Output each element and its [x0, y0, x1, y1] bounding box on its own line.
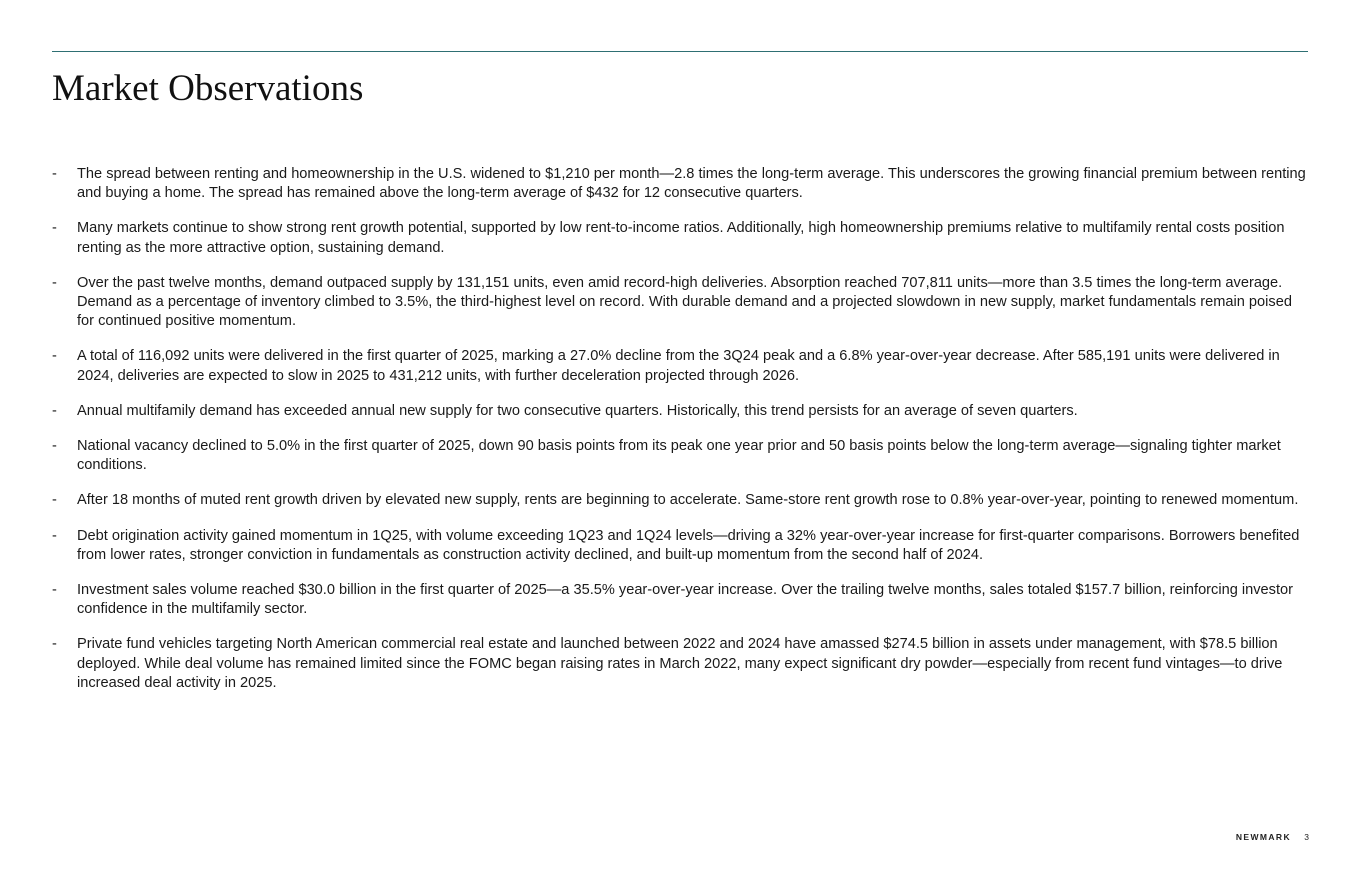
- list-item-text: Private fund vehicles targeting North American commercial real estate and launched between 2022 and 2024 have amassed $274.5 billion in assets under management, with $78.5 billion deployed. While deal volume has remained limited since the FOMC began raising rates in March 2022, many expect significant dry powder—especially from recent fund vintages—to drive increased deal activity in 2025.: [77, 636, 1283, 691]
- list-item: [52, 165, 1310, 203]
- list-item-text: The spread between renting and homeownership in the U.S. widened to $1,210 per month—2.8 times the long-term average. This underscores the growing financial premium between renting and buying a home. The spread has remained above the long-term average of $432 for 12 consecutive quarters.: [77, 166, 1306, 202]
- list-item-text: National vacancy declined to 5.0% in the first quarter of 2025, down 90 basis points from its peak one year prior and 50 basis points below the long-term average—signaling tighter market conditions.: [77, 438, 1281, 474]
- list-item: [52, 527, 1310, 565]
- list-item: [52, 402, 1310, 421]
- bullet-marker: -: [52, 492, 57, 509]
- header-rule: [52, 51, 1308, 52]
- list-item: [52, 437, 1310, 475]
- bullet-marker: -: [52, 274, 57, 291]
- page-title: Market Observations: [52, 68, 364, 109]
- bullet-marker: -: [52, 166, 57, 182]
- observations-list: [52, 165, 1310, 709]
- bullet-marker: -: [52, 438, 57, 455]
- bullet-marker: -: [52, 527, 57, 544]
- list-item-text: Many markets continue to show strong rent growth potential, supported by low rent-to-income ratios. Additionally, high homeownership premiums relative to multifamily rental costs position renting as the more attractive option, sustaining demand.: [77, 220, 1285, 256]
- list-item-text: Over the past twelve months, demand outpaced supply by 131,151 units, even amid record-high deliveries. Absorption reached 707,811 units—more than 3.5 times the long-term average. Demand as a percentage of inventory climbed to 3.5%, the third-highest level on record. With durable demand and a projected slowdown in new supply, market fundamentals remain poised for continued positive momentum.: [77, 274, 1292, 330]
- bullet-marker: -: [52, 636, 57, 653]
- list-item-text: Investment sales volume reached $30.0 billion in the first quarter of 2025—a 35.5% year-over-year increase. Over the trailing twelve months, sales totaled $157.7 billion, reinforcing investor confidence in the multifamily sector.: [77, 582, 1293, 618]
- bullet-marker: -: [52, 402, 57, 419]
- list-item: [52, 347, 1310, 385]
- list-item-text: Debt origination activity gained momentum in 1Q25, with volume exceeding 1Q23 and 1Q24 levels—driving a 32% year-over-year increase for first-quarter comparisons. Borrowers benefited from lower rates, stronger conviction in fundamentals as construction activity declined, and built-up momentum from the second half of 2024.: [77, 527, 1300, 563]
- list-item: [52, 635, 1310, 693]
- list-item: [52, 491, 1310, 510]
- bullet-marker: -: [52, 582, 57, 599]
- list-item: [52, 274, 1310, 332]
- bullet-marker: -: [52, 220, 57, 237]
- list-item: [52, 581, 1310, 619]
- brand-logo-text: NEWMARK: [1235, 832, 1291, 842]
- list-item-text: Annual multifamily demand has exceeded annual new supply for two consecutive quarters. Historically, this trend persists for an average of seven quarters.: [77, 402, 1078, 419]
- page-number: 3: [1304, 832, 1309, 842]
- list-item-text: After 18 months of muted rent growth driven by elevated new supply, rents are beginning to accelerate. Same-store rent growth rose to 0.8% year-over-year, pointing to renewed momentum.: [77, 492, 1299, 509]
- bullet-marker: -: [52, 348, 57, 365]
- list-item: [52, 219, 1310, 257]
- list-item-text: A total of 116,092 units were delivered in the first quarter of 2025, marking a 27.0% decline from the 3Q24 peak and a 6.8% year-over-year decrease. After 585,191 units were delivered in 2024, deliveries are expected to slow in 2025 to 431,212 units, with further deceleration projected through 2026.: [77, 348, 1280, 384]
